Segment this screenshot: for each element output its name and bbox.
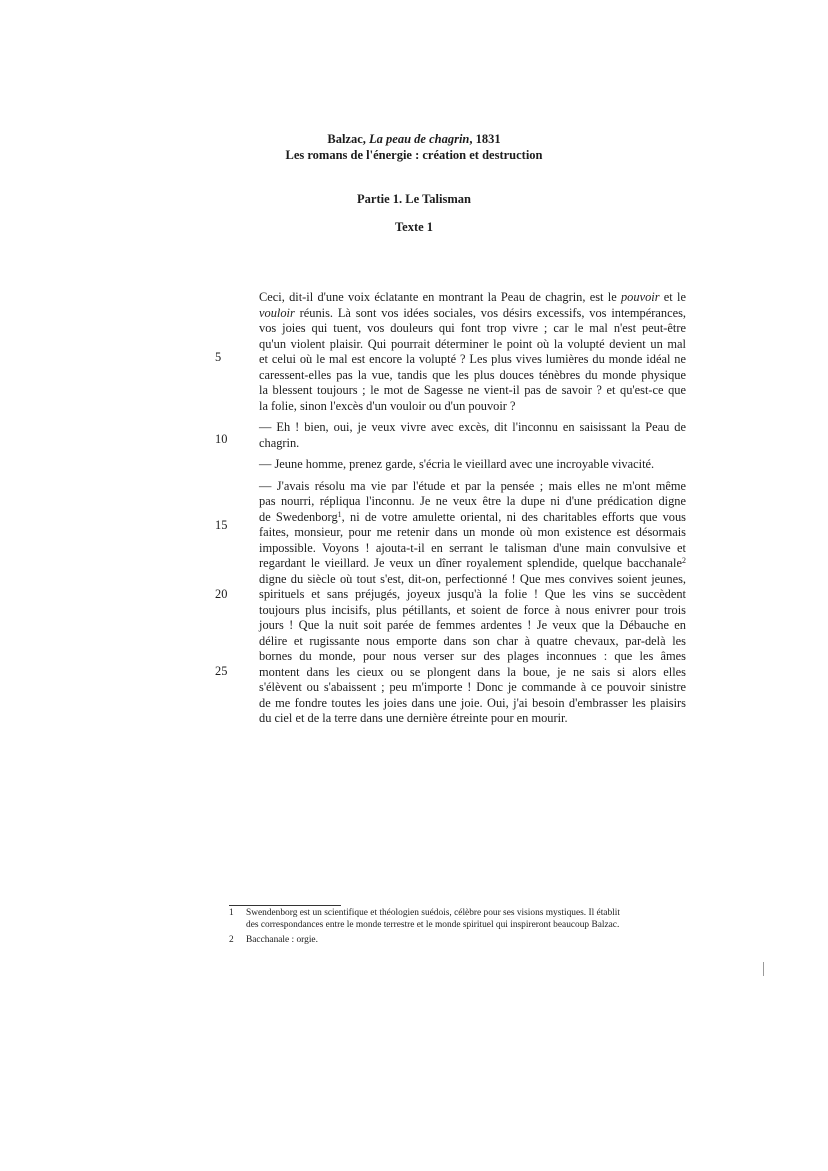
footnote-number: 1: [229, 908, 234, 918]
text-line: bornes du monde, pour nous verser sur des plages inconnues : que les âmes: [259, 649, 686, 663]
text-line: — Jeune homme, prenez garde, s'écria le vieillard avec une incroyable vivacité.: [259, 457, 655, 471]
text-line: s'élèvent ou s'abaissent ; peu m'importe ! Donc je commande à ce pouvoir sinistre: [259, 680, 686, 694]
italic-word-pouvoir: pouvoir: [620, 290, 660, 304]
text-line: [259, 510, 686, 526]
text-line: pas nourri, répliqua l'inconnu. Je ne veux être la dupe ni d'une prédication digne: [259, 494, 686, 508]
text-line: — J'avais résolu ma vie par l'étude et par la pensée ; mais elles ne m'ont même: [259, 478, 686, 493]
text-line: la folie, sinon l'excès d'un vouloir ou d'un pouvoir ?: [259, 398, 516, 413]
subtitle-heading: Les romans de l'énergie : création et destruction: [285, 148, 543, 162]
footnote-2: [229, 935, 318, 947]
text-line: et celui où le mal est encore la volupté ? Les plus vives lumières du monde idéal ne: [259, 352, 686, 366]
text-span: , ni de votre amulette oriental, ni des charitables efforts que vous: [341, 509, 686, 524]
footnote-text-continued: des correspondances entre le monde terrestre et le monde spirituel qui inspireront beaucoup Balzac.: [246, 919, 620, 930]
italic-word-vouloir: vouloir: [259, 305, 295, 320]
part-heading: Partie 1. Le Talisman: [357, 192, 471, 206]
paragraph-4: [259, 479, 686, 727]
text-line: — Eh ! bien, oui, je veux vivre avec excès, dit l'inconnu en saisissant la Peau de: [259, 420, 686, 434]
author-title-heading: [0, 132, 828, 147]
line-number-10: 10: [215, 432, 228, 446]
text-line: spirituels et sans préjugés, joyeux jusqu'à la folie ! Que les vins se succèdent: [259, 587, 686, 601]
line-number-25: 25: [215, 664, 228, 678]
footnote-1: [229, 908, 620, 931]
text-span: réunis. Là sont vos idées sociales, vos désirs excessifs, vos intempérances,: [294, 305, 686, 320]
paragraph-3: [259, 457, 686, 473]
line-number-15: 15: [215, 518, 228, 532]
text-line: toujours plus incisifs, plus pétillants, et soient de force à nous enivrer pour trois: [259, 602, 686, 617]
passage-text: [259, 290, 686, 727]
line-number-20: 20: [215, 587, 228, 601]
footnote-divider: [229, 905, 341, 906]
text-line: chagrin.: [259, 435, 300, 450]
paragraph-1: [259, 290, 686, 414]
year: , 1831: [469, 132, 501, 146]
text-line: jours ! Que la nuit soit parée de femmes ardentes ! Je veux que la Débauche en: [259, 618, 686, 632]
text-line: de me fondre toutes les joies dans une joie. Oui, j'ai besoin d'embrasser les plaisirs: [259, 695, 686, 710]
text-line: digne du siècle où tout s'est, dit-on, perfectionné ! Que mes convives soient jeunes,: [259, 571, 686, 586]
book-title: La peau de chagrin: [369, 132, 470, 146]
paragraph-2: [259, 420, 686, 451]
footnote-number: 2: [229, 935, 234, 945]
footnote-text: Swendenborg est un scientifique et théologien suédois, célèbre pour ses visions mystiques. Il établit: [246, 908, 620, 918]
text-line: la blessent toujours ; le mot de Sagesse ne vient-il pas de savoir ? et qu'est-ce que: [259, 383, 686, 397]
text-line: vos joies qui tuent, vos douleurs qui font trop vivre ; car le mal n'est peut-être: [259, 321, 686, 335]
text-line: impossible. Voyons ! ajouta-t-il en serrant le talisman d'une main convulsive et: [259, 540, 686, 555]
text-line: délire et rugissante nous emporte dans son char à quatre chevaux, par-delà les: [259, 633, 686, 648]
text-span: de Swedenborg: [259, 509, 338, 524]
author-prefix: Balzac,: [327, 132, 370, 146]
footnote-text: Bacchanale : orgie.: [246, 935, 318, 945]
text-line: [259, 556, 686, 572]
line-number-5: 5: [215, 350, 222, 364]
text-span: Ceci, dit-il d'une voix éclatante en montrant la Peau de chagrin, est le: [259, 290, 621, 304]
footnote-ref-1: 1: [337, 509, 342, 519]
text-span: regardant le vieillard. Je veux un dîner royalement splendide, quelque bacchanale: [259, 556, 682, 570]
text-line: caressent-elles pas la vue, tandis que les plus douces ténèbres du monde physique: [259, 367, 686, 382]
text-line: montent dans les cieux ou se plongent dans la boue, je ne sais si alors elles: [259, 664, 686, 679]
text-line: qu'un violent plaisir. Qui pourrait déterminer le point où la volupté devient un mal: [259, 336, 686, 351]
text-span: et le: [659, 290, 686, 304]
text-line: [259, 290, 686, 306]
scan-mark: [763, 962, 764, 976]
text-line: [259, 306, 686, 322]
text-number-heading: Texte 1: [394, 220, 434, 234]
text-line: du ciel et de la terre dans une dernière étreinte pour en mourir.: [259, 711, 568, 725]
text-line: faites, monsieur, pour me retenir dans un monde où mon existence est désormais: [259, 525, 686, 539]
footnote-ref-2: 2: [682, 556, 686, 565]
